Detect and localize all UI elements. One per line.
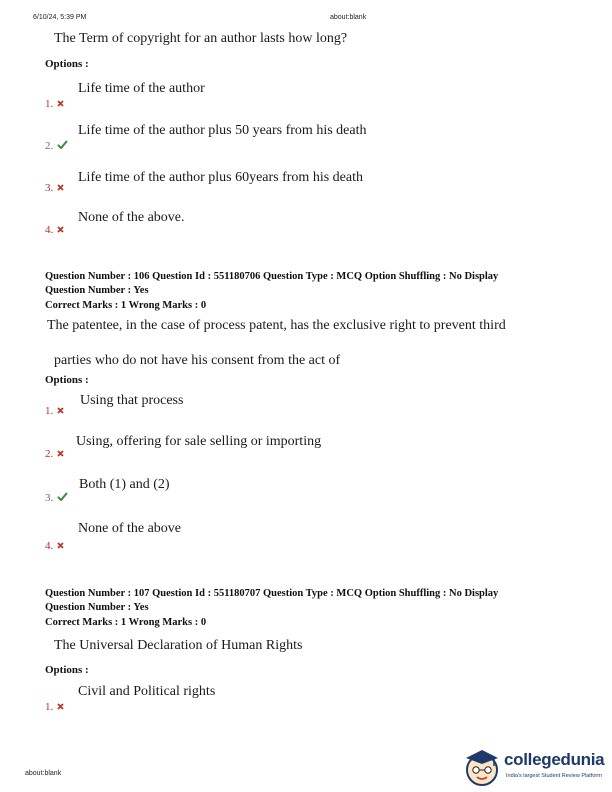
check-icon bbox=[57, 488, 68, 506]
q106-option-2-text: Using, offering for sale selling or importing bbox=[76, 434, 322, 449]
options-label: Options : bbox=[45, 664, 89, 676]
option-number: 2. bbox=[45, 140, 54, 152]
q106-meta-line2: Question Number : Yes bbox=[45, 285, 149, 296]
option-number: 4. bbox=[45, 540, 54, 552]
option-number: 1. bbox=[45, 98, 54, 110]
q106-option-4 bbox=[45, 536, 64, 554]
options-label: Options : bbox=[45, 58, 89, 70]
q105-option-2 bbox=[45, 136, 68, 154]
q107-option-1-text: Civil and Political rights bbox=[78, 684, 216, 699]
q105-option-4 bbox=[45, 220, 64, 238]
cross-icon bbox=[57, 401, 64, 419]
option-number: 4. bbox=[45, 224, 54, 236]
q107-meta-line3: Correct Marks : 1 Wrong Marks : 0 bbox=[45, 617, 207, 628]
option-number: 3. bbox=[45, 492, 54, 504]
options-label: Options : bbox=[45, 374, 89, 386]
brand-tagline: India's largest Student Review Platform bbox=[506, 773, 602, 779]
collegedunia-logo bbox=[460, 744, 608, 788]
q105-option-4-text: None of the above. bbox=[78, 210, 185, 225]
question-107-text: The Universal Declaration of Human Rights bbox=[54, 638, 303, 653]
q107-meta-line2: Question Number : Yes bbox=[45, 602, 149, 613]
q106-meta-line3: Correct Marks : 1 Wrong Marks : 0 bbox=[45, 300, 207, 311]
cross-icon bbox=[57, 697, 64, 715]
cross-icon bbox=[57, 178, 64, 196]
q105-option-2-text: Life time of the author plus 50 years from his death bbox=[78, 123, 367, 138]
option-number: 3. bbox=[45, 182, 54, 194]
q105-option-1-text: Life time of the author bbox=[78, 81, 205, 96]
cross-icon bbox=[57, 444, 64, 462]
question-105-text: The Term of copyright for an author lasts how long? bbox=[54, 31, 348, 46]
print-url: about:blank bbox=[330, 14, 367, 21]
q106-option-3-text: Both (1) and (2) bbox=[79, 477, 170, 492]
check-icon bbox=[57, 136, 68, 154]
cross-icon bbox=[57, 220, 64, 238]
student-mascot-icon bbox=[460, 744, 504, 788]
q106-option-4-text: None of the above bbox=[78, 521, 182, 536]
q106-meta-line1: Question Number : 106 Question Id : 551180706 Question Type : MCQ Option Shuffling : No Display bbox=[45, 271, 499, 282]
cross-icon bbox=[57, 536, 64, 554]
q105-option-1 bbox=[45, 94, 64, 112]
footer-url: about:blank bbox=[25, 770, 62, 777]
cross-icon bbox=[57, 94, 64, 112]
q106-option-3 bbox=[45, 488, 68, 506]
question-106-text-line1: The patentee, in the case of process patent, has the exclusive right to prevent third bbox=[47, 318, 506, 333]
q105-option-3-text: Life time of the author plus 60years from his death bbox=[78, 170, 363, 185]
q106-option-1-text: Using that process bbox=[80, 393, 184, 408]
print-timestamp: 6/10/24, 5:39 PM bbox=[33, 14, 87, 21]
q107-meta-line1: Question Number : 107 Question Id : 551180707 Question Type : MCQ Option Shuffling : No Display bbox=[45, 588, 499, 599]
option-number: 2. bbox=[45, 448, 54, 460]
question-106-text-line2: parties who do not have his consent from the act of bbox=[54, 353, 341, 368]
q106-option-2 bbox=[45, 444, 64, 462]
q106-option-1 bbox=[45, 401, 64, 419]
q105-option-3 bbox=[45, 178, 64, 196]
brand-name: collegedunia bbox=[504, 750, 605, 769]
option-number: 1. bbox=[45, 405, 54, 417]
q107-option-1 bbox=[45, 697, 64, 715]
option-number: 1. bbox=[45, 701, 54, 713]
